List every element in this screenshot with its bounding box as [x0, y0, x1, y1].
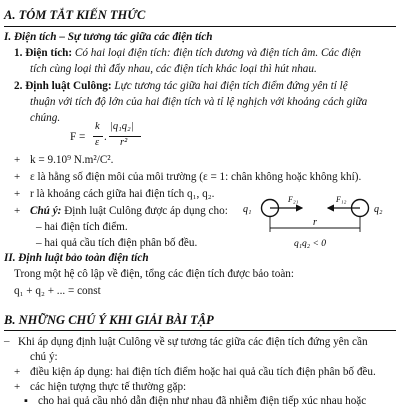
- conservation-formula: q₁ + q₂ + ... = const: [14, 285, 101, 297]
- note-item-1: – hai điện tích điểm.: [36, 221, 128, 233]
- bullet-plus: +: [14, 366, 21, 378]
- note-label: Chú ý:: [30, 205, 62, 217]
- item-2-text-1: Lực tương tác giữa hai điện tích điểm đứng yên tỉ lệ: [114, 80, 348, 92]
- item-1-label: 1. Điện tích:: [14, 47, 73, 59]
- section-b-intro-2: chú ý:: [30, 351, 58, 363]
- item-1-text-2: tích cùng loại thì đẩy nhau, các điện tích khác loại thì hút nhau.: [30, 63, 317, 75]
- section-b-intro-1: Khi áp dụng định luật Culông về sự tương tác giữa các điện tích đứng yên cần: [18, 336, 368, 348]
- section-b-title: B. NHỮNG CHÚ Ý KHI GIẢI BÀI TẬP: [4, 313, 214, 327]
- formula-r-squared: r²: [120, 137, 128, 148]
- bullet-plus: +: [14, 188, 21, 200]
- part-ii-heading: II. Định luật bảo toàn điện tích: [4, 252, 149, 264]
- part-ii-text: Trong một hệ cô lập về điện, tổng các điện tích được bảo toàn:: [14, 268, 294, 280]
- bullet-r: r là khoảng cách giữa hai điện tích q₁, q₂.: [30, 188, 215, 200]
- label-f21: F₂₁: [288, 195, 299, 204]
- section-b-bullet-3: cho hai quả cầu nhỏ dẫn điện như nhau đã nhiễm điện tiếp xúc nhau hoặc: [38, 395, 367, 407]
- dash-bullet: –: [4, 335, 10, 347]
- coulomb-figure: [240, 192, 400, 254]
- item-1-text-1: Có hai loại điện tích: điện tích dương và điện tích âm. Các điện: [74, 47, 362, 59]
- bullet-k-value: k = 9.10⁹ N.m²/C².: [30, 154, 114, 166]
- section-a-title: A. TÓM TẮT KIẾN THỨC: [4, 8, 146, 22]
- note-text: Định luật Culông được áp dụng cho:: [64, 205, 228, 217]
- item-2-text-2: thuận với tích độ lớn của hai điện tích và tỉ lệ nghịch với khoảng cách giữa: [30, 96, 368, 108]
- section-b-bullet-2: các hiện tượng thực tế thường gặp:: [30, 381, 187, 393]
- square-bullet: ▪: [24, 395, 28, 407]
- note-line: [30, 204, 228, 218]
- part-i-heading: I. Điện tích – Sự tương tác giữa các điện tích: [4, 31, 213, 43]
- section-b-rule: [4, 330, 396, 331]
- label-q1: q₁: [243, 204, 252, 215]
- label-q2: q₂: [374, 204, 383, 215]
- item-2-label: 2. Định luật Culông:: [14, 80, 112, 92]
- formula-dot: .: [104, 131, 107, 143]
- bullet-epsilon: ε là hằng số điện môi của môi trường (ε = 1: chân không hoặc không khí).: [30, 171, 362, 183]
- item-2-line-1: [14, 79, 348, 93]
- bullet-plus: +: [14, 381, 21, 393]
- bullet-plus: +: [14, 171, 21, 183]
- formula-epsilon: ε: [95, 137, 100, 148]
- section-b-bullet-1: điều kiện áp dụng: hai điện tích điểm hoặc hai quả cầu tích điện phân bố đều.: [30, 366, 376, 378]
- formula-lhs: F =: [70, 131, 86, 143]
- bullet-plus: +: [14, 154, 21, 166]
- bullet-plus: +: [14, 205, 21, 217]
- note-item-2: – hai quả cầu tích điện phân bố đều.: [36, 237, 198, 249]
- label-condition: q₁q₂ < 0: [294, 239, 327, 249]
- item-1-line-1: [14, 46, 361, 60]
- item-2-text-3: chúng.: [30, 112, 61, 124]
- label-r: r: [313, 217, 317, 228]
- formula-k: k: [95, 121, 100, 132]
- label-f12: F₁₂: [336, 195, 347, 204]
- formula-q-product: |q₁q₂|: [110, 121, 134, 132]
- section-a-rule: [4, 26, 396, 27]
